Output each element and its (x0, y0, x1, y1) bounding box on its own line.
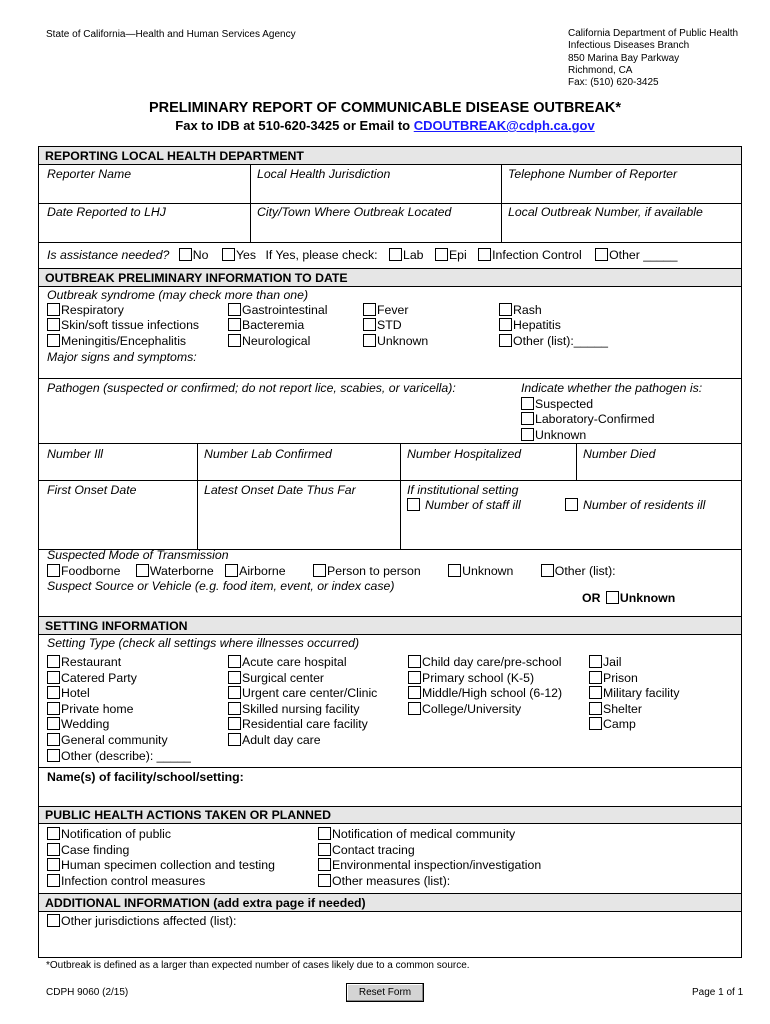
setting-option (589, 655, 680, 671)
setting-option (228, 702, 377, 718)
if-yes-label: If Yes, please check: (265, 248, 378, 262)
date-reported-field[interactable]: Date Reported to LHJ (47, 205, 166, 219)
person-to-person-checkbox[interactable] (313, 564, 326, 577)
jurisdiction-field[interactable]: Local Health Jurisdiction (257, 167, 391, 181)
other-jurisdictions-row (47, 914, 236, 928)
action-checkbox[interactable] (318, 858, 331, 871)
syndrome-checkbox[interactable] (499, 318, 512, 331)
no-label: No (192, 248, 209, 262)
syndrome-col3 (363, 303, 428, 349)
section-title-additional: ADDITIONAL INFORMATION (add extra page if needed) (45, 896, 366, 910)
syndrome-option-label: Fever (377, 303, 409, 317)
pathogen-option (521, 428, 655, 443)
facility-names-field[interactable]: Name(s) of facility/school/setting: (47, 770, 244, 784)
syndrome-option (499, 318, 608, 333)
residents-ill-row (565, 498, 705, 512)
setting-option-label: Child day care/pre-school (422, 655, 562, 669)
setting-option (408, 702, 562, 718)
setting-checkbox[interactable] (589, 671, 602, 684)
setting-option (47, 655, 191, 671)
setting-option-label: Surgical center (242, 670, 325, 685)
divider (39, 242, 741, 243)
pathogen-option (521, 397, 655, 412)
setting-option-label: Prison (603, 670, 638, 685)
reporter-name-field[interactable]: Reporter Name (47, 167, 132, 181)
setting-checkbox[interactable] (47, 655, 60, 668)
foodborne-checkbox[interactable] (47, 564, 60, 577)
other-checkbox[interactable] (595, 248, 608, 261)
epi-label: Epi (448, 248, 467, 262)
divider (39, 378, 741, 379)
action-option (47, 874, 275, 890)
setting-option (408, 686, 562, 702)
number-ill-field[interactable]: Number Ill (47, 447, 104, 461)
setting-checkbox[interactable] (228, 733, 241, 746)
email-link[interactable]: CDOUTBREAK@cdph.ca.gov (413, 118, 595, 133)
mode-option-label: Airborne (239, 564, 286, 578)
setting-option (47, 749, 191, 765)
divider (39, 767, 741, 768)
pathogen-indicate-label: Indicate whether the pathogen is: (521, 381, 703, 395)
mode-label: Suspected Mode of Transmission (47, 548, 229, 562)
mode-options (47, 564, 616, 578)
setting-option (228, 671, 377, 687)
or-label: OR (582, 591, 601, 605)
setting-option (47, 733, 191, 749)
mode-option-label: Foodborne (61, 564, 121, 578)
page-title: PRELIMINARY REPORT OF COMMUNICABLE DISEASE OUTBREAK* (148, 100, 622, 116)
divider (400, 443, 401, 549)
setting-option-label: Middle/High school (6-12) (422, 686, 563, 701)
setting-col4 (589, 655, 680, 733)
divider (501, 165, 502, 242)
syndrome-option-label: Hepatitis (513, 318, 561, 333)
lab-label: Lab (402, 248, 424, 262)
action-checkbox[interactable] (47, 874, 60, 887)
action-checkbox[interactable] (47, 858, 60, 871)
city-field[interactable]: City/Town Where Outbreak Located (257, 205, 452, 219)
setting-option (47, 717, 191, 733)
syndrome-option (499, 334, 608, 349)
setting-checkbox[interactable] (589, 655, 602, 668)
setting-option (408, 671, 562, 687)
yes-checkbox[interactable] (222, 248, 235, 261)
pathogen-option-label: Suspected (535, 397, 594, 411)
syndrome-option (47, 318, 199, 333)
report-form (38, 146, 742, 958)
mode-option-label: Person to person (327, 564, 421, 578)
syndrome-checkbox[interactable] (499, 303, 512, 316)
actions-col2 (318, 827, 541, 890)
action-checkbox[interactable] (318, 827, 331, 840)
other-jurisdictions-label: Other jurisdictions affected (list): (61, 914, 237, 928)
setting-col3 (408, 655, 562, 717)
syndrome-option (499, 303, 608, 318)
major-signs-field[interactable]: Major signs and symptoms: (47, 350, 197, 364)
setting-option-label: Shelter (603, 701, 642, 716)
source-field[interactable]: Suspect Source or Vehicle (e.g. food item, event, or index case) (47, 579, 395, 593)
setting-option-label: Jail (603, 655, 622, 669)
section-title-setting: SETTING INFORMATION (45, 619, 188, 633)
divider (39, 443, 741, 444)
staff-ill-checkbox[interactable] (407, 498, 420, 511)
actions-col1 (47, 827, 275, 890)
telephone-field[interactable]: Telephone Number of Reporter (508, 167, 678, 181)
syndrome-option-label: Gastrointestinal (242, 303, 328, 317)
mode-unknown-checkbox[interactable] (448, 564, 461, 577)
setting-option (589, 686, 680, 702)
staff-ill-row (407, 498, 521, 512)
no-checkbox[interactable] (179, 248, 192, 261)
reset-form-button[interactable]: Reset Form (346, 983, 424, 1002)
action-option-label: Notification of medical community (332, 827, 516, 841)
syndrome-option-label: Unknown (377, 333, 429, 348)
setting-option (408, 655, 562, 671)
action-option (318, 874, 541, 890)
subtitle-text: Fax to IDB at 510-620-3425 or Email to (175, 118, 414, 133)
action-option-label: Contact tracing (332, 842, 415, 857)
syndrome-col1 (47, 303, 199, 349)
waterborne-checkbox[interactable] (136, 564, 149, 577)
action-checkbox[interactable] (318, 874, 331, 887)
setting-checkbox[interactable] (408, 702, 421, 715)
setting-col2 (228, 655, 377, 749)
action-checkbox[interactable] (318, 843, 331, 856)
pathogen-field[interactable]: Pathogen (suspected or confirmed; do not report lice, scabies, or varicella): (47, 381, 456, 395)
address-line: Richmond, CA (568, 64, 633, 76)
setting-type-label: Setting Type (check all settings where illnesses occurred) (47, 636, 360, 650)
setting-option-label: Military facility (603, 686, 680, 701)
syndrome-option-label: Rash (513, 303, 542, 317)
setting-option-label: Primary school (K-5) (422, 670, 535, 685)
syndrome-option (363, 303, 428, 318)
setting-option (589, 717, 680, 733)
setting-option (228, 686, 377, 702)
setting-option (589, 702, 680, 718)
section-title-reporting: REPORTING LOCAL HEALTH DEPARTMENT (45, 149, 304, 163)
residents-ill-label: Number of residents ill (583, 498, 706, 512)
setting-checkbox[interactable] (228, 655, 241, 668)
mode-option-label: Other (list): (554, 564, 616, 578)
divider (39, 203, 741, 204)
setting-checkbox[interactable] (408, 655, 421, 668)
number-died-field[interactable]: Number Died (583, 447, 656, 461)
setting-option-label: Camp (603, 717, 636, 732)
syndrome-option-label: Skin/soft tissue infections (61, 318, 200, 333)
action-option (47, 858, 275, 874)
infection-control-label: Infection Control (492, 248, 582, 262)
syndrome-checkbox[interactable] (228, 318, 241, 331)
setting-checkbox[interactable] (228, 671, 241, 684)
action-option-label: Human specimen collection and testing (61, 858, 275, 873)
syndrome-col2 (228, 303, 327, 349)
setting-option-label: Acute care hospital (242, 655, 347, 669)
syndrome-checkbox[interactable] (228, 334, 241, 347)
page-number: Page 1 of 1 (692, 987, 744, 998)
pathogen-checkbox[interactable] (521, 412, 534, 425)
department-address (568, 28, 738, 89)
setting-option-label: Skilled nursing facility (242, 701, 360, 716)
syndrome-option (228, 334, 327, 349)
syndrome-checkbox[interactable] (363, 318, 376, 331)
address-line: Infectious Diseases Branch (568, 40, 690, 52)
setting-option-label: General community (61, 732, 168, 747)
pathogen-checkbox[interactable] (521, 397, 534, 410)
syndrome-checkbox[interactable] (228, 303, 241, 316)
syndrome-option (363, 334, 428, 349)
setting-option-label: Restaurant (61, 655, 122, 669)
setting-checkbox[interactable] (47, 686, 60, 699)
action-option-label: Notification of public (61, 827, 172, 841)
syndrome-checkbox[interactable] (499, 334, 512, 347)
section-title-outbreak: OUTBREAK PRELIMINARY INFORMATION TO DATE (45, 271, 348, 285)
setting-checkbox[interactable] (589, 686, 602, 699)
institutional-label: If institutional setting (407, 483, 519, 497)
yes-label: Yes (235, 248, 257, 262)
lab-checkbox[interactable] (389, 248, 402, 261)
source-unknown-label: Unknown (619, 591, 676, 605)
setting-option-label: Residential care facility (242, 717, 368, 732)
setting-checkbox[interactable] (408, 671, 421, 684)
page-subtitle (0, 118, 770, 133)
action-option (318, 843, 541, 859)
residents-ill-checkbox[interactable] (565, 498, 578, 511)
action-option (47, 843, 275, 859)
action-option-label: Infection control measures (61, 874, 206, 889)
syndrome-checkbox[interactable] (363, 334, 376, 347)
setting-option-label: Urgent care center/Clinic (242, 686, 378, 701)
local-number-field[interactable]: Local Outbreak Number, if available (508, 205, 703, 219)
setting-checkbox[interactable] (408, 686, 421, 699)
latest-onset-field[interactable]: Latest Onset Date Thus Far (204, 483, 356, 497)
setting-option (228, 733, 377, 749)
other-label: Other _____ (609, 248, 678, 262)
setting-option (47, 702, 191, 718)
syndrome-option-label: Neurological (242, 333, 311, 348)
mode-option-label: Waterborne (149, 564, 214, 578)
assistance-row (47, 248, 677, 262)
source-unknown-checkbox[interactable] (606, 591, 619, 604)
epi-checkbox[interactable] (435, 248, 448, 261)
divider (197, 443, 198, 549)
first-onset-field[interactable]: First Onset Date (47, 483, 137, 497)
address-line: 850 Marina Bay Parkway (568, 52, 680, 64)
pathogen-option-label: Laboratory-Confirmed (535, 412, 655, 427)
setting-option-label: Private home (61, 701, 134, 716)
setting-checkbox[interactable] (47, 733, 60, 746)
footnote: *Outbreak is defined as a larger than expected number of cases likely due to a common source. (46, 960, 470, 971)
setting-checkbox[interactable] (47, 702, 60, 715)
setting-col1 (47, 655, 191, 764)
setting-checkbox[interactable] (47, 671, 60, 684)
syndrome-col4 (499, 303, 608, 349)
action-option (47, 827, 275, 843)
airborne-checkbox[interactable] (225, 564, 238, 577)
syndrome-option-label: Bacteremia (242, 318, 305, 333)
setting-option (228, 717, 377, 733)
setting-checkbox[interactable] (228, 702, 241, 715)
pathogen-checkbox[interactable] (521, 428, 534, 441)
setting-option (228, 655, 377, 671)
syndrome-option (228, 303, 327, 318)
number-lab-field[interactable]: Number Lab Confirmed (204, 447, 332, 461)
pathogen-option-label: Unknown (535, 427, 587, 442)
address-line: California Department of Public Health (568, 28, 739, 39)
setting-option-label: Adult day care (242, 732, 321, 747)
action-checkbox[interactable] (47, 843, 60, 856)
other-jurisdictions-checkbox[interactable] (47, 914, 60, 927)
syndrome-option-label: Respiratory (61, 303, 124, 317)
setting-checkbox[interactable] (47, 749, 60, 762)
setting-checkbox[interactable] (589, 702, 602, 715)
infection-control-checkbox[interactable] (478, 248, 491, 261)
syndrome-option-label: STD (377, 318, 402, 333)
setting-option-label: Hotel (61, 686, 90, 701)
address-line: Fax: (510) 620-3425 (568, 77, 659, 89)
action-option (318, 858, 541, 874)
pathogen-option (521, 412, 655, 427)
syndrome-checkbox[interactable] (47, 334, 60, 347)
syndrome-label: Outbreak syndrome (may check more than one) (47, 288, 309, 302)
agency-name: State of California—Health and Human Services Agency (46, 29, 296, 40)
form-id: CDPH 9060 (2/15) (46, 987, 129, 998)
setting-checkbox[interactable] (589, 717, 602, 730)
syndrome-option (363, 318, 428, 333)
section-title-actions: PUBLIC HEALTH ACTIONS TAKEN OR PLANNED (45, 808, 332, 822)
syndrome-option-label: Meningitis/Encephalitis (61, 333, 187, 348)
syndrome-option (47, 334, 199, 349)
setting-option (589, 671, 680, 687)
action-checkbox[interactable] (47, 827, 60, 840)
number-hospitalized-field[interactable]: Number Hospitalized (407, 447, 522, 461)
syndrome-checkbox[interactable] (363, 303, 376, 316)
syndrome-checkbox[interactable] (47, 318, 60, 331)
setting-checkbox[interactable] (228, 686, 241, 699)
divider (39, 480, 741, 481)
divider (250, 165, 251, 242)
setting-option-label: Wedding (61, 717, 110, 732)
syndrome-checkbox[interactable] (47, 303, 60, 316)
mode-option-label: Unknown (462, 564, 514, 578)
action-option (318, 827, 541, 843)
source-unknown-row (582, 591, 675, 605)
setting-checkbox[interactable] (47, 717, 60, 730)
staff-ill-label: Number of staff ill (425, 498, 521, 512)
assistance-question: Is assistance needed? (47, 248, 170, 262)
syndrome-option-label: Other (list):_____ (513, 333, 609, 348)
action-option-label: Environmental inspection/investigation (332, 858, 542, 873)
setting-option (47, 686, 191, 702)
action-option-label: Other measures (list): (332, 874, 451, 889)
syndrome-option (228, 318, 327, 333)
setting-option-label: Other (describe): _____ (61, 748, 191, 763)
setting-option-label: College/University (422, 701, 522, 716)
mode-other-checkbox[interactable] (541, 564, 554, 577)
setting-option (47, 671, 191, 687)
setting-checkbox[interactable] (228, 717, 241, 730)
pathogen-options (521, 397, 655, 443)
divider (576, 443, 577, 480)
setting-option-label: Catered Party (61, 670, 137, 685)
syndrome-option (47, 303, 199, 318)
action-option-label: Case finding (61, 842, 130, 857)
